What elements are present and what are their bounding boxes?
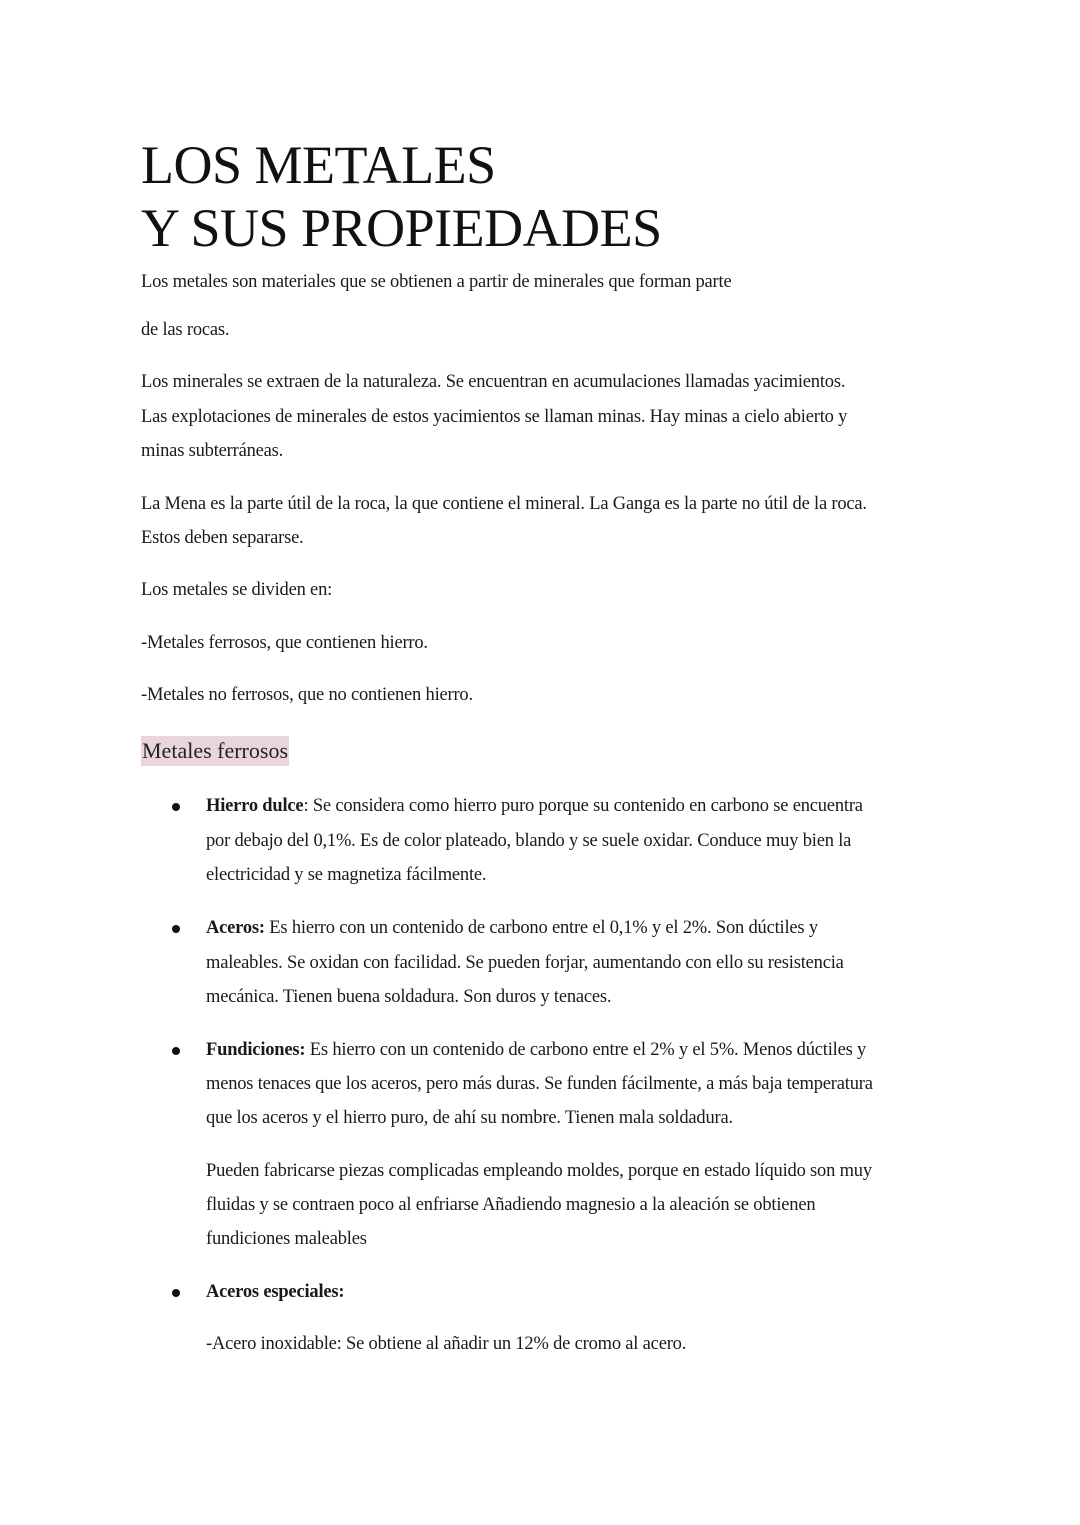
- title-line-2: Y SUS PROPIEDADES: [141, 198, 662, 258]
- fundiciones-extra-line-3: fundiciones maleables: [206, 1229, 367, 1249]
- list-item-fundiciones-line-1: [206, 1033, 866, 1068]
- item-text: Es hierro con un contenido de carbono entre el 0,1% y el 2%. Son dúctiles y: [264, 918, 818, 938]
- document-title: [141, 134, 662, 260]
- list-item-hierro-dulce-line-3: electricidad y se magnetiza fácilmente.: [206, 865, 487, 885]
- title-line-1: LOS METALES: [141, 135, 496, 195]
- term-aceros-especiales: Aceros especiales:: [206, 1282, 345, 1302]
- minerals-paragraph-line-2: Las explotaciones de minerales de estos yacimientos se llaman minas. Hay minas a cielo abierto y: [141, 407, 848, 427]
- term-aceros: Aceros:: [206, 918, 265, 938]
- list-item-fundiciones-line-2: menos tenaces que los aceros, pero más duras. Se funden fácilmente, a más baja temperatura: [206, 1074, 873, 1094]
- list-item-aceros-line-3: mecánica. Tienen buena soldadura. Son duros y tenaces.: [206, 987, 612, 1007]
- minerals-paragraph-line-3: minas subterráneas.: [141, 441, 284, 461]
- list-item-aceros-line-1: [206, 911, 818, 946]
- division-intro: Los metales se dividen en:: [141, 580, 333, 600]
- acero-inoxidable-line: -Acero inoxidable: Se obtiene al añadir un 12% de cromo al acero.: [206, 1334, 687, 1354]
- list-item-hierro-dulce-line-2: por debajo del 0,1%. Es de color plateado, blando y se suele oxidar. Conduce muy bien la: [206, 831, 852, 851]
- division-ferrous: -Metales ferrosos, que contienen hierro.: [141, 633, 428, 653]
- mena-paragraph-line-1: La Mena es la parte útil de la roca, la que contiene el mineral. La Ganga es la parte no útil de la roca.: [141, 494, 867, 514]
- section-heading-metales-ferrosos: Metales ferrosos: [141, 736, 289, 766]
- fundiciones-extra-line-1: Pueden fabricarse piezas complicadas empleando moldes, porque en estado líquido son muy: [206, 1161, 872, 1181]
- bullet-icon: [172, 1047, 180, 1055]
- bullet-icon: [172, 925, 180, 933]
- intro-paragraph-line-1: Los metales son materiales que se obtienen a partir de minerales que forman parte: [141, 272, 732, 292]
- mena-paragraph-line-2: Estos deben separarse.: [141, 528, 304, 548]
- list-item-fundiciones-line-3: que los aceros y el hierro puro, de ahí su nombre. Tienen mala soldadura.: [206, 1108, 733, 1128]
- item-text: : Se considera como hierro puro porque su contenido en carbono se encuentra: [303, 796, 863, 816]
- list-item-aceros-especiales: [206, 1275, 344, 1310]
- intro-paragraph-line-2: de las rocas.: [141, 320, 230, 340]
- list-item-aceros-line-2: maleables. Se oxidan con facilidad. Se pueden forjar, aumentando con ello su resistencia: [206, 953, 844, 973]
- minerals-paragraph-line-1: Los minerales se extraen de la naturaleza. Se encuentran en acumulaciones llamadas yacimientos.: [141, 372, 846, 392]
- term-fundiciones: Fundiciones:: [206, 1040, 306, 1060]
- term-hierro-dulce: Hierro dulce: [206, 796, 304, 816]
- bullet-icon: [172, 1289, 180, 1297]
- list-item-hierro-dulce-line-1: [206, 789, 863, 824]
- fundiciones-extra-line-2: fluidas y se contraen poco al enfriarse Añadiendo magnesio a la aleación se obtienen: [206, 1195, 816, 1215]
- division-nonferrous: -Metales no ferrosos, que no contienen hierro.: [141, 685, 473, 705]
- bullet-icon: [172, 803, 180, 811]
- item-text: Es hierro con un contenido de carbono entre el 2% y el 5%. Menos dúctiles y: [305, 1040, 867, 1060]
